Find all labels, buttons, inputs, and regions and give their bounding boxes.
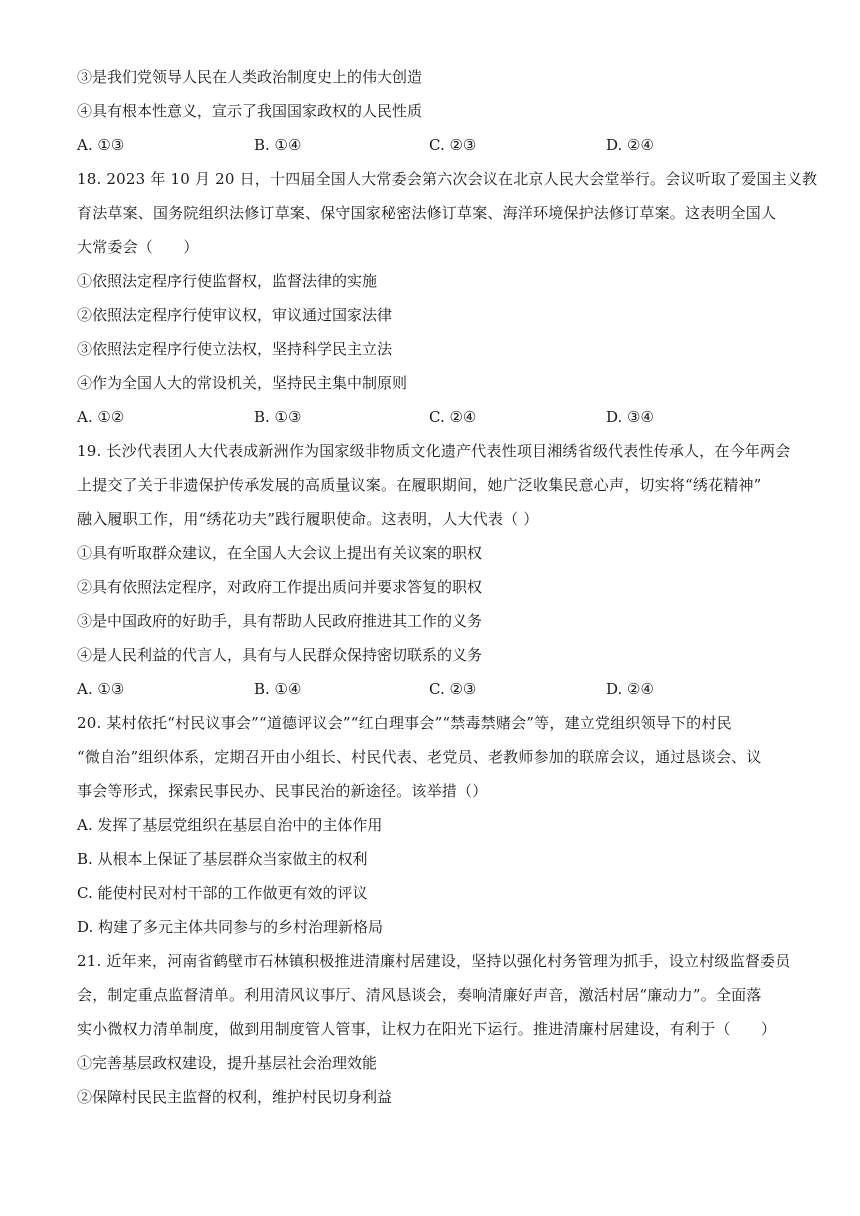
q19-stem-line: 上提交了关于非遗保护传承发展的高质量议案。在履职期间，她广泛收集民意心声，切实将“绣花精神”	[77, 476, 762, 494]
q18-item-4: ④作为全国人大的常设机关，坚持民主集中制原则	[77, 374, 408, 392]
q18-item-1: ①依照法定程序行使监督权，监督法律的实施	[77, 272, 378, 290]
q19-item-4: ④是人民利益的代言人，具有与人民群众保持密切联系的义务	[77, 646, 483, 664]
q21-stem-line: 21. 近年来，河南省鹤壁市石林镇积极推进清廉村居建设，坚持以强化村务管理为抓手，设立村级监督委员	[77, 952, 791, 970]
q17-item-4: ④具有根本性意义，宣示了我国国家政权的人民性质	[77, 102, 423, 120]
q19-item-2: ②具有依照法定程序，对政府工作提出质问并要求答复的职权	[77, 578, 483, 596]
q18-option-b: B. ①③	[254, 408, 302, 426]
q18-option-d: D. ③④	[606, 408, 654, 426]
q19-stem-line: 19. 长沙代表团人大代表成新洲作为国家级非物质文化遗产代表性项目湘绣省级代表性传承人，在今年两会	[77, 442, 791, 460]
q18-option-c: C. ②④	[429, 408, 477, 426]
q19-item-3: ③是中国政府的好助手，具有帮助人民政府推进其工作的义务	[77, 612, 483, 630]
q18-stem-line: 18. 2023 年 10 月 20 日，十四届全国人大常委会第六次会议在北京人民大会堂举行。会议听取了爱国主义教	[77, 170, 818, 188]
q18-item-2: ②依照法定程序行使审议权，审议通过国家法律	[77, 306, 393, 324]
q21-stem-line: 会，制定重点监督清单。利用清风议事厅、清风恳谈会，奏响清廉好声音，激活村居“廉动力”。全面落	[77, 986, 762, 1004]
q19-option-b: B. ①④	[254, 680, 302, 698]
q20-stem-line: 事会等形式，探索民事民办、民事民治的新途径。该举措（）	[77, 782, 488, 800]
q17-option-c: C. ②③	[429, 136, 477, 154]
q19-stem	[77, 434, 791, 536]
q21-stem-line: 实小微权力清单制度，做到用制度管人管事，让权力在阳光下运行。推进清廉村居建设，有利于（ ）	[77, 1020, 777, 1038]
q17-item-3: ③是我们党领导人民在人类政治制度史上的伟大创造	[77, 68, 423, 86]
q20-choice-b: B. 从根本上保证了基层群众当家做主的权利	[77, 850, 368, 868]
q17-option-b: B. ①④	[254, 136, 302, 154]
q21-item-2: ②保障村民民主监督的权利，维护村民切身利益	[77, 1088, 393, 1106]
q21-stem	[77, 944, 791, 1046]
exam-page	[77, 60, 818, 1114]
q19-option-c: C. ②③	[429, 680, 477, 698]
q18-stem-line: 育法草案、国务院组织法修订草案、保守国家秘密法修订草案、海洋环境保护法修订草案。这表明全国人	[77, 204, 777, 222]
q17-option-d: D. ②④	[606, 136, 654, 154]
q19-option-a: A. ①③	[77, 680, 125, 698]
q20-stem-line: 20. 某村依托“村民议事会”“道德评议会”“红白理事会”“禁毒禁赌会”等，建立党组织领导下的村民	[77, 714, 732, 732]
q18-item-3: ③依照法定程序行使立法权，坚持科学民主立法	[77, 340, 393, 358]
q17-options	[77, 128, 787, 162]
q17-option-a: A. ①③	[77, 136, 125, 154]
q20-stem	[77, 706, 787, 808]
q18-option-a: A. ①②	[77, 408, 125, 426]
q21-item-1: ①完善基层政权建设，提升基层社会治理效能	[77, 1054, 378, 1072]
q20-choice-c: C. 能使村民对村干部的工作做更有效的评议	[77, 884, 368, 902]
q19-stem-line: 融入履职工作，用“绣花功夫”践行履职使命。这表明，人大代表（ ）	[77, 510, 539, 528]
q19-options	[77, 672, 787, 706]
q20-stem-line: “微自治”组织体系，定期召开由小组长、村民代表、老党员、老教师参加的联席会议，通过恳谈会、议	[77, 748, 762, 766]
q20-choice-a: A. 发挥了基层党组织在基层自治中的主体作用	[77, 816, 383, 834]
q19-item-1: ①具有听取群众建议，在全国人大会议上提出有关议案的职权	[77, 544, 483, 562]
q18-options	[77, 400, 787, 434]
q20-choice-d: D. 构建了多元主体共同参与的乡村治理新格局	[77, 918, 384, 936]
q19-option-d: D. ②④	[606, 680, 654, 698]
q18-stem	[77, 162, 818, 264]
q18-stem-line: 大常委会（ ）	[77, 238, 199, 256]
